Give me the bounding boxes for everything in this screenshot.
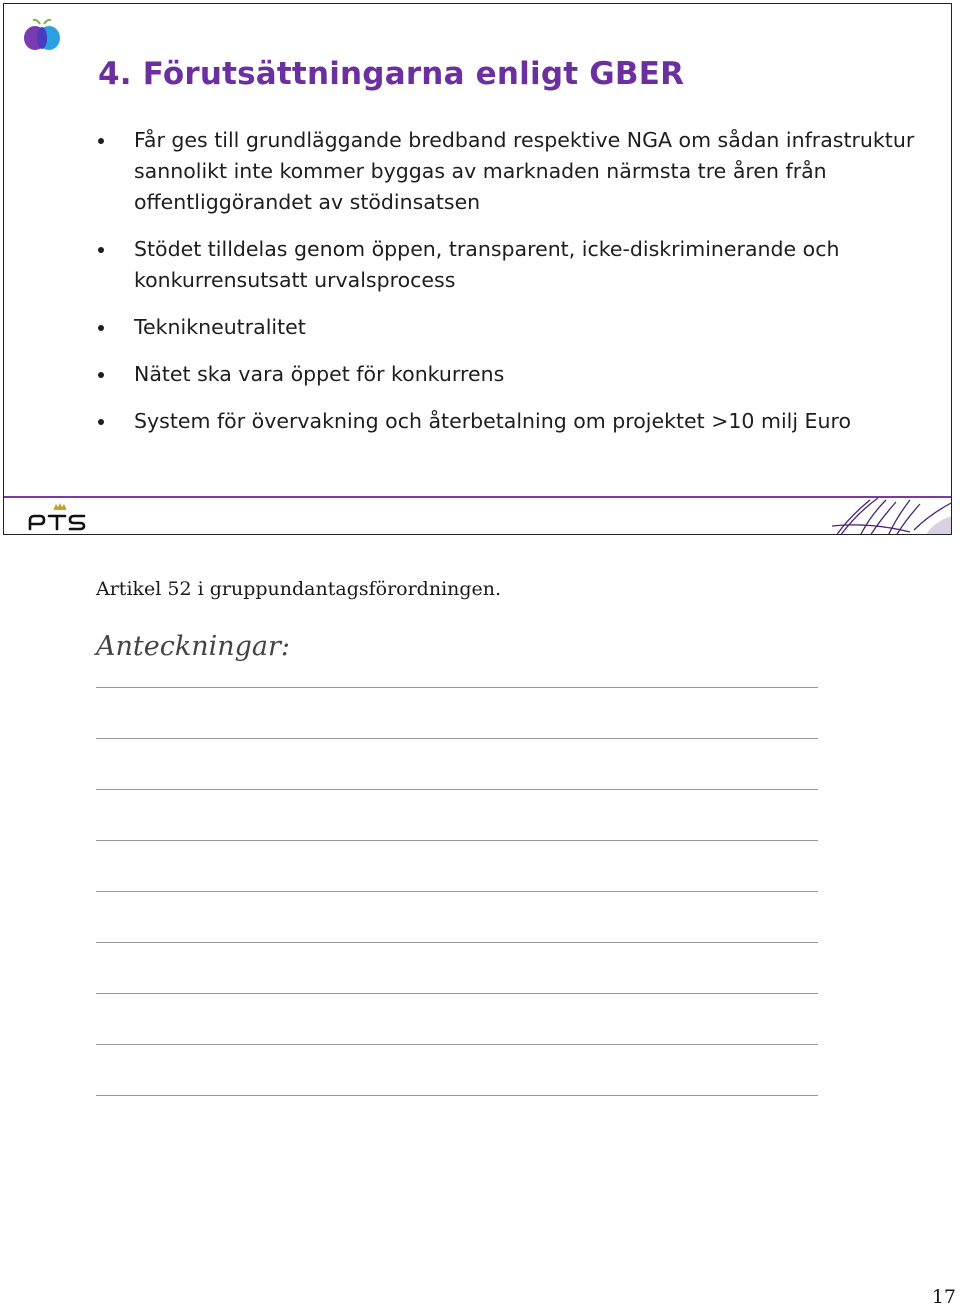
note-line[interactable]	[96, 1044, 818, 1045]
bullet-item	[96, 125, 926, 218]
note-line[interactable]	[96, 942, 818, 943]
note-line[interactable]	[96, 1095, 818, 1096]
note-line[interactable]	[96, 789, 818, 790]
note-line[interactable]	[96, 687, 818, 688]
bullet-list	[96, 125, 926, 453]
decorative-scribble-icon	[830, 496, 952, 535]
bullet-icon	[98, 138, 104, 144]
page-number: 17	[931, 1286, 956, 1308]
pts-logo-icon	[28, 502, 88, 532]
bullet-icon	[98, 372, 104, 378]
bullet-text: Teknikneutralitet	[134, 315, 306, 339]
bullet-text: Stödet tilldelas genom öppen, transparent, icke-diskriminerande och konkurrensutsatt urvalsprocess	[134, 237, 840, 292]
footer-divider	[4, 496, 952, 498]
bullet-text: Får ges till grundläggande bredband respektive NGA om sådan infrastruktur sannolikt inte kommer byggas av marknaden närmsta tre åren från offentliggörandet av stödinsatsen	[134, 128, 915, 214]
note-line[interactable]	[96, 891, 818, 892]
notes-caption: Artikel 52 i gruppundantagsförordningen.	[96, 578, 502, 600]
slide-frame	[3, 3, 952, 535]
bullet-item	[96, 234, 926, 296]
bullet-item	[96, 312, 926, 343]
bullet-item	[96, 359, 926, 390]
note-line[interactable]	[96, 840, 818, 841]
bullet-text: Nätet ska vara öppet för konkurrens	[134, 362, 505, 386]
bullet-icon	[98, 247, 104, 253]
slide-title: 4. Förutsättningarna enligt GBER	[98, 56, 685, 92]
note-line[interactable]	[96, 993, 818, 994]
notes-heading: Anteckningar:	[96, 631, 290, 662]
bullet-text: System för övervakning och återbetalning om projektet >10 milj Euro	[134, 409, 852, 433]
bullet-item	[96, 406, 926, 437]
bullet-icon	[98, 325, 104, 331]
fruit-logo-icon	[20, 18, 64, 52]
bullet-icon	[98, 419, 104, 425]
note-line[interactable]	[96, 738, 818, 739]
